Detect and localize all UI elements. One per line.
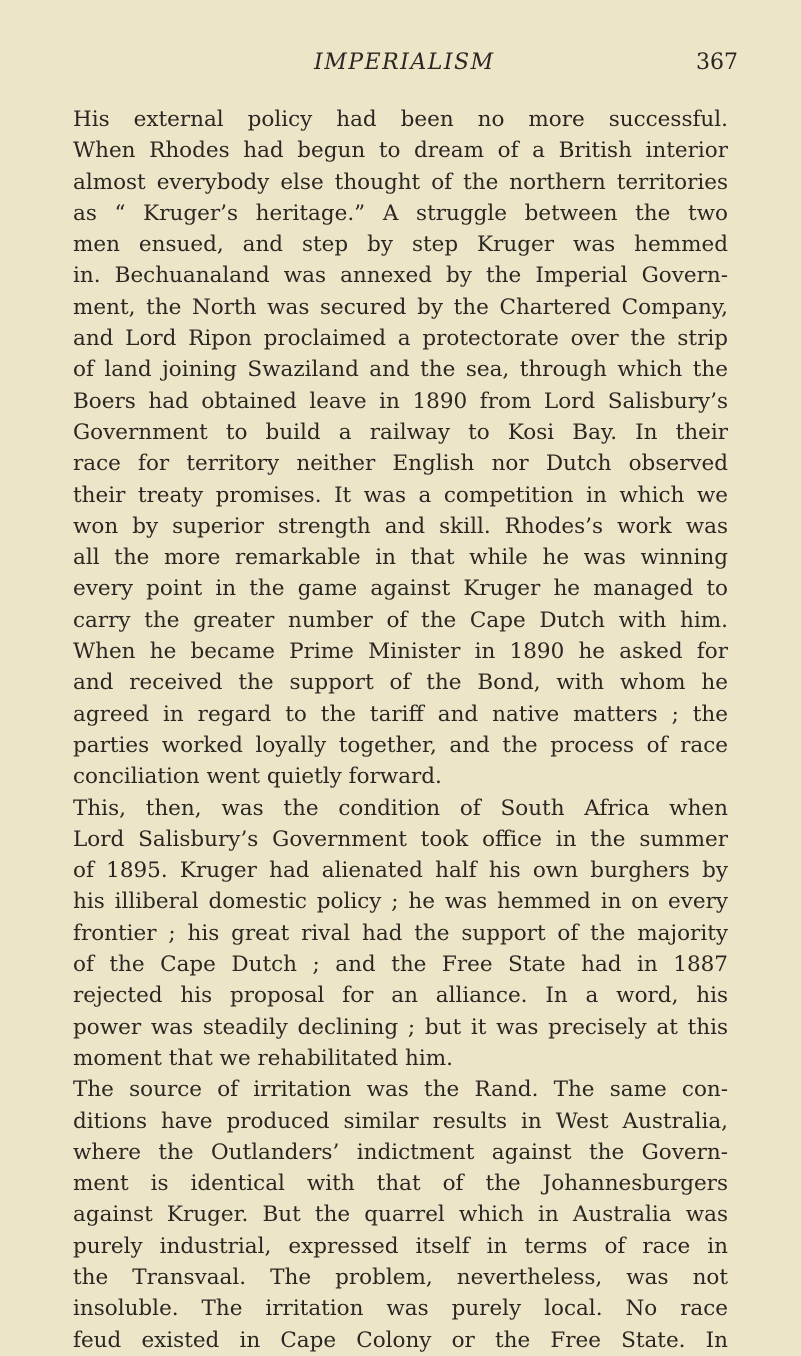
text-line: frontier ; his great rival had the support of the majority [73, 920, 728, 946]
text-line: The source of irritation was the Rand. The same con- [73, 1077, 728, 1103]
text-line: all the more remarkable in that while he was winning [73, 545, 728, 571]
text-line: When he became Prime Minister in 1890 he asked for [73, 639, 728, 665]
text-line: race for territory neither English nor Dutch observed [73, 451, 728, 477]
text-line: and Lord Ripon proclaimed a protectorate over the strip [73, 326, 728, 352]
text-line: conciliation went quietly forward. [73, 764, 442, 790]
page-number: 367 [696, 50, 738, 75]
text-line: feud existed in Cape Colony or the Free State. In [73, 1327, 728, 1353]
text-line: When Rhodes had begun to dream of a British interior [73, 138, 728, 164]
body-text [73, 104, 728, 1356]
text-line: power was steadily declining ; but it was precisely at this [73, 1014, 728, 1040]
text-line: ditions have produced similar results in West Australia, [73, 1108, 728, 1134]
text-line: His external policy had been no more successful. [73, 107, 728, 132]
text-line: and received the support of the Bond, with whom he [73, 670, 728, 696]
text-line: his illiberal domestic policy ; he was hemmed in on every [73, 889, 728, 915]
text-line: moment that we rehabilitated him. [73, 1045, 453, 1071]
text-line: won by superior strength and skill. Rhodes’s work was [73, 513, 728, 539]
text-line: as “ Kruger’s heritage.” A struggle between the two [73, 200, 728, 226]
text-line: carry the greater number of the Cape Dutch with him. [73, 607, 728, 633]
text-line: ment, the North was secured by the Chartered Company, [73, 294, 728, 320]
text-line: Boers had obtained leave in 1890 from Lord Salisbury’s [73, 388, 728, 414]
text-line: purely industrial, expressed itself in terms of race in [73, 1233, 728, 1259]
text-line: of the Cape Dutch ; and the Free State had in 1887 [73, 952, 728, 978]
text-line: of land joining Swaziland and the sea, through which the [73, 357, 728, 383]
text-line: agreed in regard to the tariff and native matters ; the [73, 701, 728, 727]
text-line: their treaty promises. It was a competition in which we [73, 482, 728, 508]
text-line: in. Bechuanaland was annexed by the Imperial Govern- [73, 263, 728, 289]
running-head [0, 50, 801, 86]
text-line: rejected his proposal for an alliance. In a word, his [73, 983, 728, 1009]
text-line: the Transvaal. The problem, nevertheless, was not [73, 1264, 728, 1290]
running-head-title: IMPERIALISM [314, 50, 495, 75]
text-line: every point in the game against Kruger he managed to [73, 576, 728, 602]
text-line: ment is identical with that of the Johannesburgers [73, 1171, 728, 1197]
text-line: Lord Salisbury’s Government took office in the summer [73, 826, 728, 852]
text-line: parties worked loyally together, and the process of race [73, 732, 728, 758]
text-line: where the Outlanders’ indictment against the Govern- [73, 1139, 728, 1165]
text-line: insoluble. The irritation was purely local. No race [73, 1296, 728, 1322]
text-line: men ensued, and step by step Kruger was hemmed [73, 232, 728, 258]
text-line: Government to build a railway to Kosi Bay. In their [73, 419, 728, 445]
text-line: almost everybody else thought of the northern territories [73, 169, 728, 195]
text-line: against Kruger. But the quarrel which in Australia was [73, 1202, 728, 1228]
text-line: of 1895. Kruger had alienated half his own burghers by [73, 858, 728, 884]
text-line: This, then, was the condition of South Africa when [73, 795, 728, 821]
